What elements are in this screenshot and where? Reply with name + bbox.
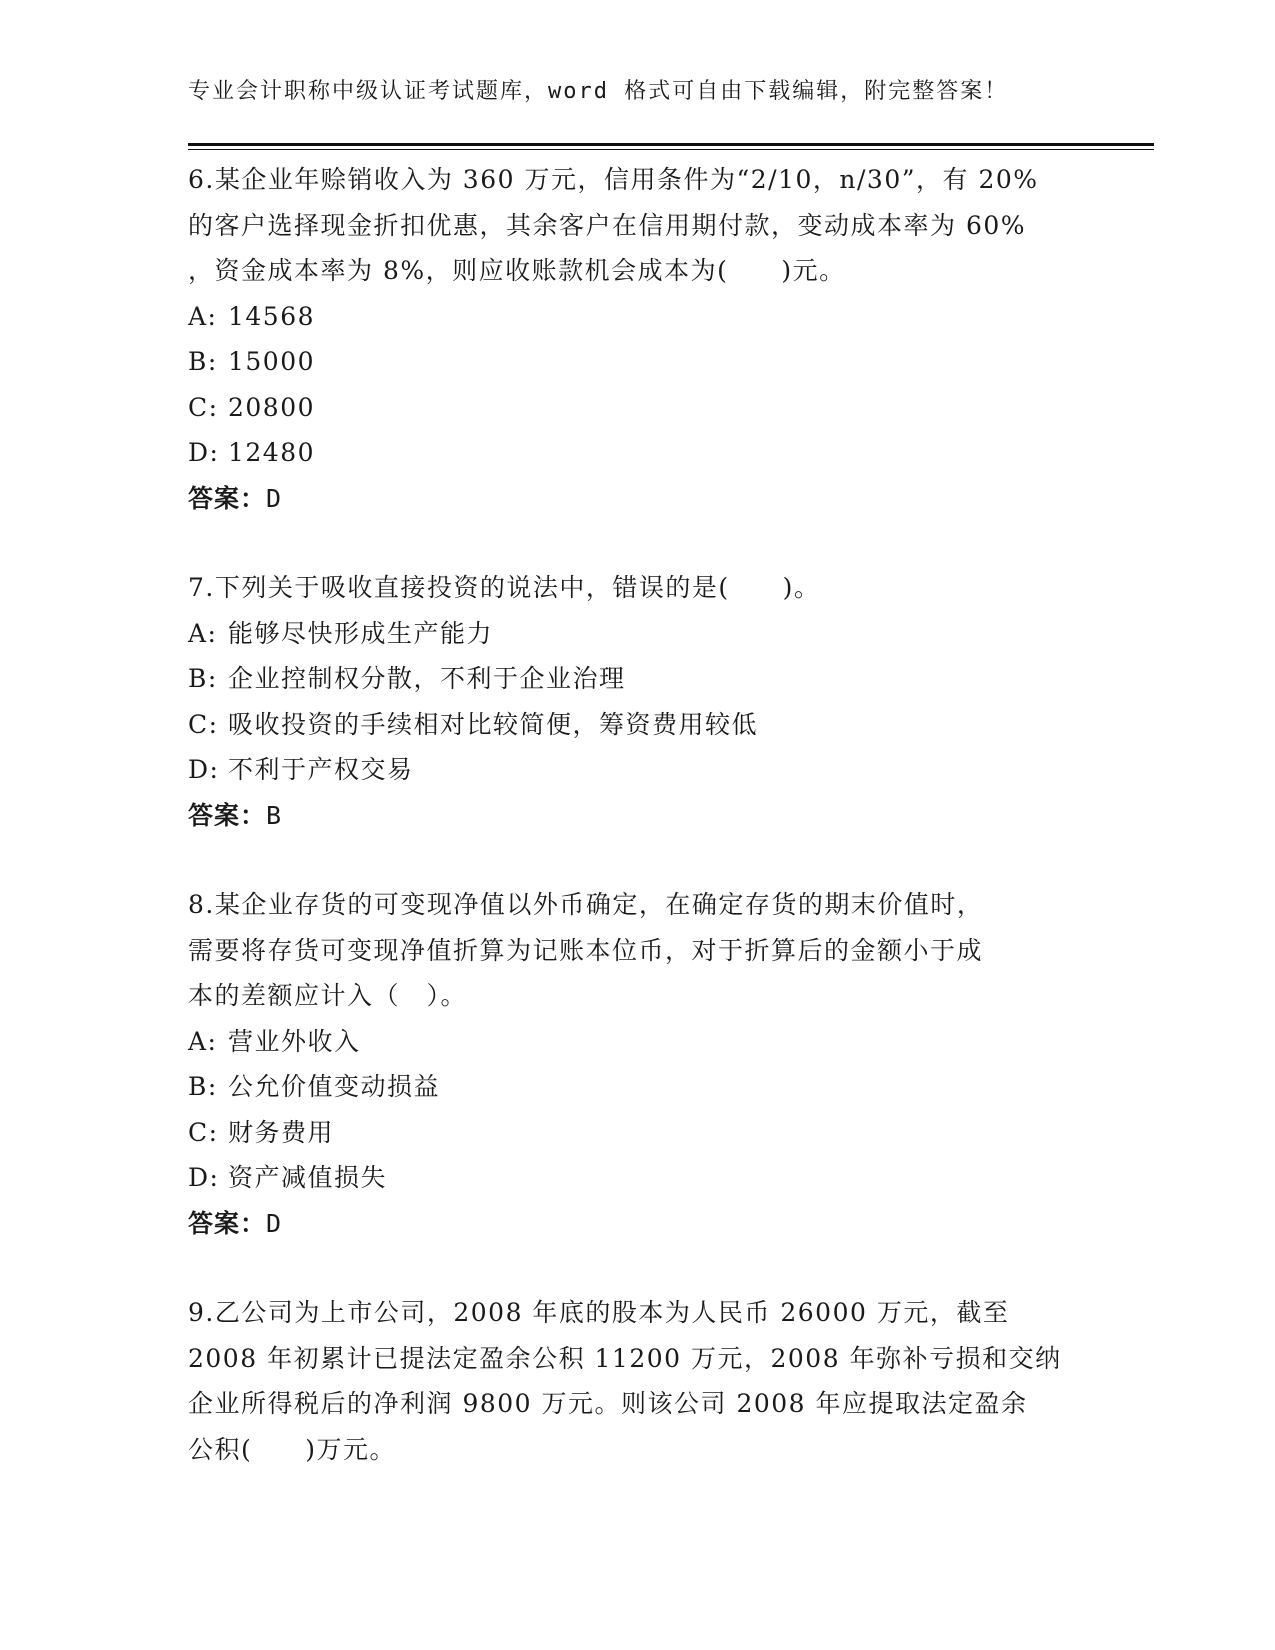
option-b [188, 339, 1088, 385]
option-text: 15000 [228, 347, 316, 376]
option-letter: C: [188, 1117, 219, 1147]
header-rule-thin [188, 149, 1154, 150]
option-letter: C: [188, 392, 219, 422]
option-text: 营业外收入 [228, 1026, 361, 1056]
option-letter: B: [188, 1072, 218, 1101]
question-text-line: 9.乙公司为上市公司，2008 年底的股本为人民币 26000 万元，截至 [188, 1298, 1010, 1327]
option-b [188, 1064, 1088, 1110]
option-a [188, 611, 1088, 657]
option-text: 公允价值变动损益 [228, 1072, 441, 1101]
option-text: 14568 [228, 301, 316, 331]
option-letter: A: [188, 1026, 218, 1056]
question-text-line: 本的差额应计入（ ）。 [188, 981, 468, 1010]
option-a [188, 1019, 1088, 1065]
option-letter: D: [188, 438, 220, 467]
option-text: 资产减值损失 [228, 1163, 388, 1192]
option-d [188, 1155, 1088, 1201]
option-letter: D: [188, 1163, 220, 1192]
option-letter: D: [188, 755, 220, 784]
option-b [188, 656, 1088, 702]
option-c [188, 702, 1088, 748]
question-list [188, 157, 1088, 1516]
option-text: 企业控制权分散，不利于企业治理 [228, 664, 626, 693]
option-text: 财务费用 [228, 1117, 335, 1147]
question-text-line: 需要将存货可变现净值折算为记账本位币，对于折算后的金额小于成 [188, 935, 984, 965]
answer-label: 答案： [188, 1208, 267, 1238]
question-text-line: 的客户选择现金折扣优惠，其余客户在信用期付款，变动成本率为 60% [188, 210, 1027, 240]
option-text: 12480 [228, 438, 316, 467]
option-text: 能够尽快形成生产能力 [228, 618, 494, 648]
answer-line [188, 476, 1088, 522]
option-d [188, 430, 1088, 476]
answer-line [188, 1201, 1088, 1247]
option-text: 吸收投资的手续相对比较简便，筹资费用较低 [228, 709, 759, 739]
answer-line [188, 793, 1088, 839]
option-c [188, 385, 1088, 431]
answer-label: 答案： [188, 800, 267, 830]
question-text-line: 2008 年初累计已提法定盈余公积 11200 万元，2008 年弥补亏损和交纳 [188, 1343, 1062, 1373]
option-text: 不利于产权交易 [228, 755, 414, 784]
question-6 [188, 157, 1088, 521]
question-8 [188, 882, 1088, 1246]
question-text-line: 企业所得税后的净利润 9800 万元。则该公司 2008 年应提取法定盈余 [188, 1389, 1028, 1418]
question-9 [188, 1290, 1088, 1472]
option-text: 20800 [228, 392, 316, 422]
question-text-line: ，资金成本率为 8%，则应收账款机会成本为( )元。 [188, 256, 846, 285]
question-text-line: 6.某企业年赊销收入为 360 万元，信用条件为“2/10，n/30”，有 20% [188, 165, 1039, 194]
question-text-line: 8.某企业存货的可变现净值以外币确定，在确定存货的期末价值时， [188, 890, 984, 919]
answer-value: D [266, 483, 283, 513]
option-a [188, 294, 1088, 340]
answer-label: 答案： [188, 483, 267, 513]
answer-value: B [266, 800, 283, 830]
option-c [188, 1110, 1088, 1156]
question-text-line: 7.下列关于吸收直接投资的说法中，错误的是( )。 [188, 573, 821, 602]
option-letter: B: [188, 347, 218, 376]
page-header: 专业会计职称中级认证考试题库，word 格式可自由下载编辑，附完整答案！ [188, 79, 1009, 104]
option-letter: A: [188, 301, 218, 331]
question-7 [188, 565, 1088, 838]
option-letter: B: [188, 664, 218, 693]
option-letter: C: [188, 709, 219, 739]
answer-value: D [266, 1208, 283, 1238]
option-d [188, 747, 1088, 793]
header-rule-thick [188, 143, 1154, 146]
question-text-line: 公积( )万元。 [188, 1434, 397, 1464]
option-letter: A: [188, 618, 218, 648]
